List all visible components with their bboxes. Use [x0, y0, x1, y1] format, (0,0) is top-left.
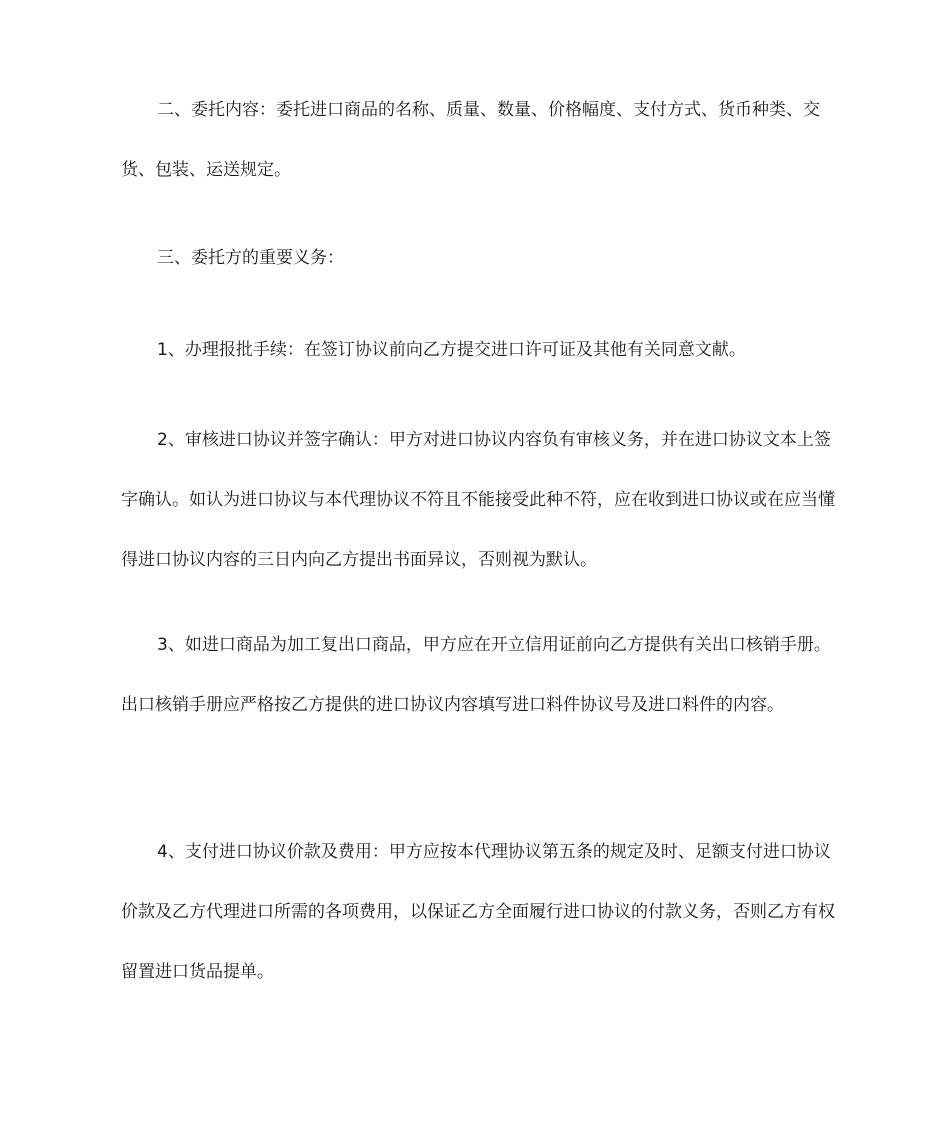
paragraph-obligation-4: 4、支付进口协议价款及费用：甲方应按本代理协议第五条的规定及时、足额支付进口协议价款及乙方代理进口所需的各项费用，以保证乙方全面履行进口协议的付款义务，否则乙方有权留置进口货品提单。 — [121, 842, 835, 982]
paragraph-obligation-2: 2、审核进口协议并签字确认：甲方对进口协议内容负有审核义务，并在进口协议文本上签字确认。如认为进口协议与本代理协议不符且不能接受此种不符，应在收到进口协议或在应当懂得进口协议内容的三日内向乙方提出书面异议，否则视为默认。 — [121, 430, 835, 570]
paragraph-obligation-1: 1、办理报批手续：在签订协议前向乙方提交进口许可证及其他有关同意文献。 — [157, 340, 746, 360]
paragraph-entrustment-content: 二、委托内容：委托进口商品的名称、质量、数量、价格幅度、支付方式、货币种类、交货、包装、运送规定。 — [121, 100, 820, 180]
paragraph-obligation-3: 3、如进口商品为加工复出口商品，甲方应在开立信用证前向乙方提供有关出口核销手册。出口核销手册应严格按乙方提供的进口协议内容填写进口料件协议号及进口料件的内容。 — [121, 635, 831, 715]
paragraph-client-obligations-heading: 三、委托方的重要义务： — [157, 248, 344, 268]
